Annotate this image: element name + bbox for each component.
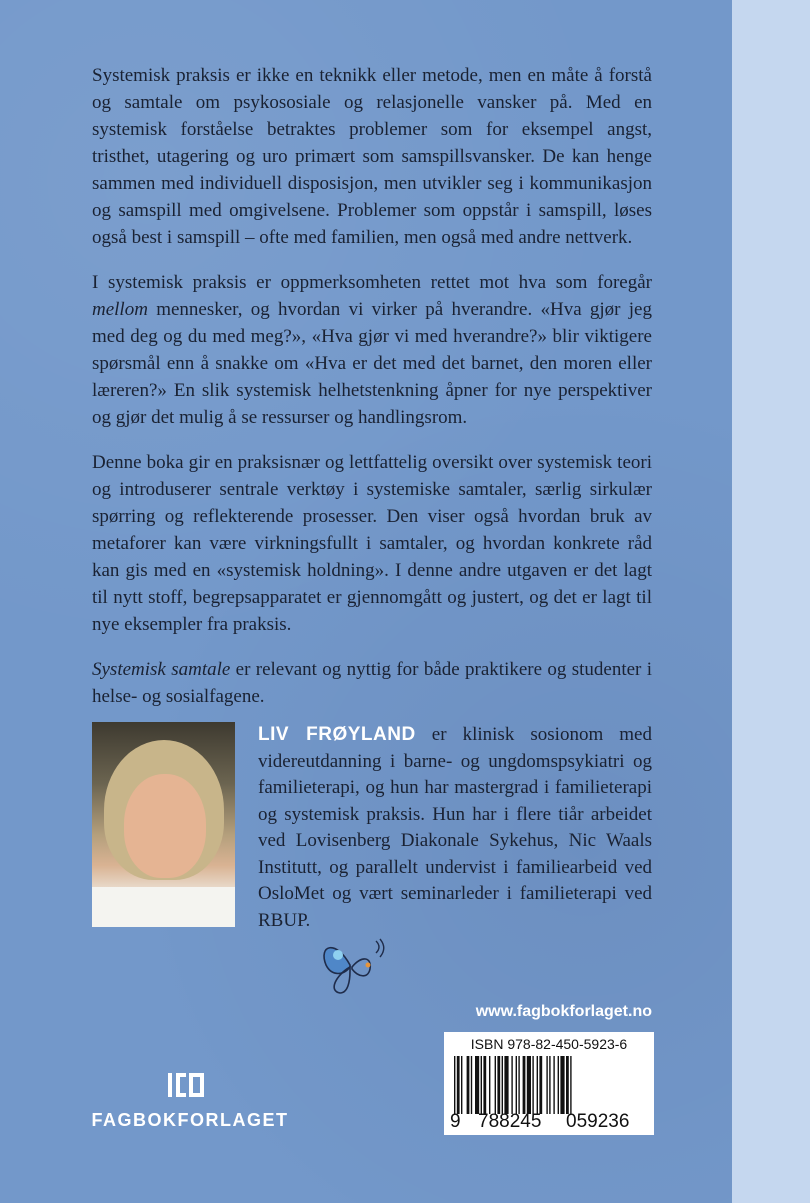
- author-section: [92, 722, 652, 932]
- isbn-label: ISBN 978-82-450-5923-6: [470, 1036, 628, 1052]
- author-photo: [92, 722, 235, 927]
- publisher-url: www.fagbokforlaget.no: [475, 1003, 652, 1020]
- barcode-digits-group-1: 788245: [478, 1111, 542, 1132]
- author-bio: LIV FRØYLAND er klinisk sosionom med videreutdanning i barne- og ungdomspsykiatri og familieterapi, og hun har mastergrad i familieterapi og systemisk praksis. Hun har i flere tiår arbeidet ved Lovisenberg Diakonale Sykehus, Nic Waals Institutt, og parallelt undervist i familiearbeid ved OsloMet og vært seminarleder i familieterapi ved RBUP.: [258, 724, 652, 931]
- blurb-paragraph-3: Denne boka gir en praksisnær og lettfattelig oversikt over systemisk teori og introduserer sentrale verktøy i systemiske samtaler, særlig sirkulær spørring og reflekterende prosesser. Den viser også hvordan bruk av metaforer kan være virkningsfullt i samtaler, og hvordan konkrete råd kan gis med en «systemisk holdning». I denne andre utgaven er det lagt til nytt stoff, begrepsapparatet er gjennomgått og justert, og det er lagt til nye eksempler fra praksis.: [92, 452, 652, 635]
- publisher-name: FAGBOKFORLAGET: [91, 1110, 289, 1130]
- barcode-bars: [444, 1056, 654, 1116]
- blurb-paragraph-4: Systemisk samtale er relevant og nyttig for både praktikere og studenter i helse- og sosialfagene.: [92, 659, 652, 707]
- isbn-barcode: [444, 1032, 654, 1135]
- blurb-paragraph-1: Systemisk praksis er ikke en teknikk eller metode, men en måte å forstå og samtale om psykososiale og relasjonelle vansker på. Med en systemisk forståelse betraktes problemer som for eksempel angst, tristhet, utagering og uro primært som samspillsvansker. De kan henge sammen med individuell disposisjon, men utvikler seg i kommunikasjon og samspill med omgivelsene. Problemer som oppstår i samspill, løses også best i samspill – ofte med familien, men også med andre nettverk.: [92, 65, 652, 248]
- barcode-digit-first: 9: [450, 1111, 461, 1132]
- blurb: [92, 62, 652, 728]
- blurb-paragraph-2: I systemisk praksis er oppmerksomheten rettet mot hva som foregår mellom mennesker, og hvordan vi virker på hverandre. «Hva gjør jeg med deg og du med meg?», «Hva gjør vi med hverandre?» blir viktigere spørsmål enn å snakke om «Hva er det med det barnet, den moren eller læreren?» En slik systemisk helhetstenkning åpner for nye perspektiver og gjør det mulig å se ressurser og handlingsrom.: [92, 272, 652, 428]
- barcode-digits: [444, 1111, 654, 1135]
- author-name: LIV FRØYLAND: [258, 724, 416, 745]
- fagbokforlaget-logo-icon: [166, 1070, 206, 1100]
- publisher-logo: [90, 1070, 290, 1140]
- butterfly-icon: [316, 935, 386, 997]
- barcode-digits-group-2: 059236: [566, 1111, 630, 1132]
- book-spine: [732, 0, 810, 1203]
